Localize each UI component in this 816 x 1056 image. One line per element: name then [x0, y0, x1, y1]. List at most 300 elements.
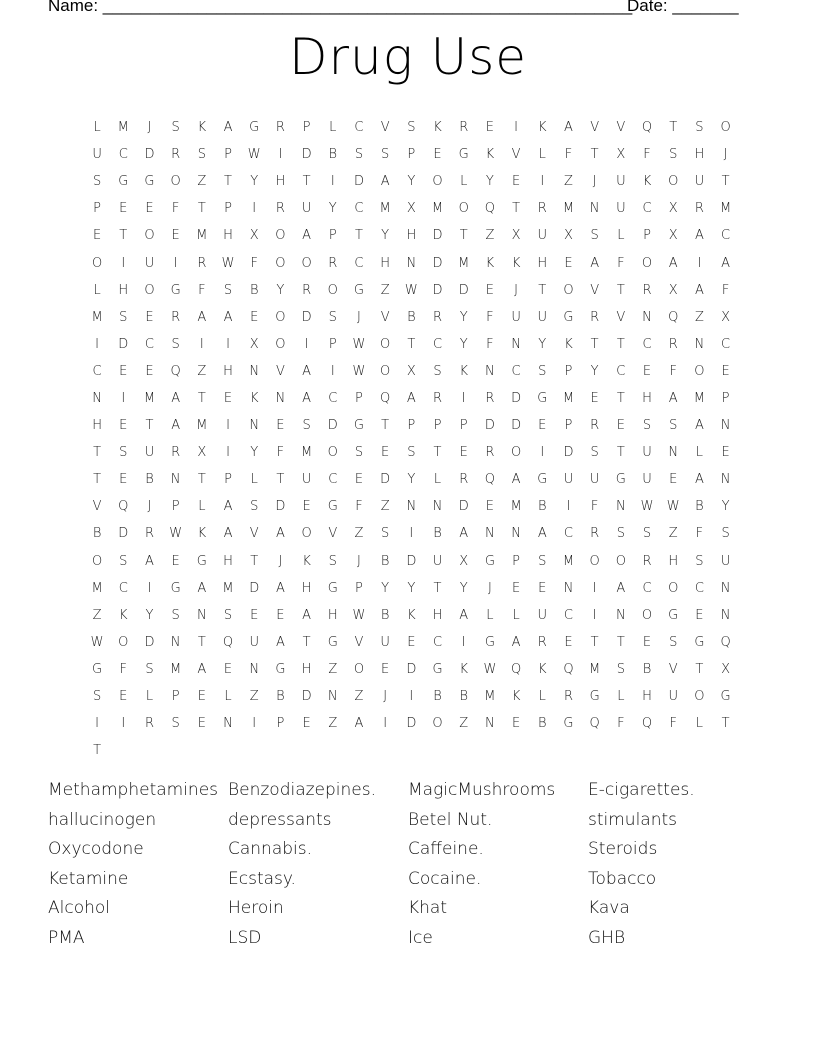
- grid-cell[interactable]: Y: [407, 472, 416, 488]
- grid-cell[interactable]: R: [328, 255, 338, 271]
- grid-cell[interactable]: F: [355, 499, 363, 515]
- grid-cell[interactable]: R: [433, 390, 443, 406]
- grid-cell[interactable]: S: [171, 120, 180, 136]
- grid-cell[interactable]: R: [302, 282, 312, 298]
- grid-cell[interactable]: C: [92, 363, 102, 379]
- grid-cell[interactable]: O: [510, 445, 522, 461]
- grid-cell[interactable]: U: [616, 174, 626, 190]
- grid-cell[interactable]: N: [589, 201, 600, 217]
- grid-cell[interactable]: T: [354, 228, 363, 244]
- grid-cell[interactable]: N: [511, 526, 521, 542]
- grid-cell[interactable]: E: [354, 472, 364, 488]
- grid-cell[interactable]: T: [381, 418, 390, 434]
- grid-cell[interactable]: G: [432, 661, 443, 677]
- grid-cell[interactable]: M: [562, 390, 575, 406]
- grid-cell[interactable]: M: [510, 499, 522, 515]
- grid-cell[interactable]: N: [511, 336, 521, 352]
- grid-cell[interactable]: D: [249, 580, 260, 596]
- grid-cell[interactable]: V: [380, 309, 390, 325]
- grid-cell[interactable]: B: [276, 689, 285, 705]
- grid-cell[interactable]: U: [537, 309, 548, 325]
- grid-cell[interactable]: D: [301, 689, 312, 705]
- grid-cell[interactable]: Y: [250, 174, 259, 190]
- grid-cell[interactable]: R: [590, 418, 600, 434]
- grid-cell[interactable]: F: [695, 526, 704, 542]
- grid-cell[interactable]: P: [512, 553, 521, 569]
- grid-cell[interactable]: H: [301, 580, 312, 596]
- grid-cell[interactable]: T: [93, 743, 102, 759]
- grid-cell[interactable]: W: [352, 363, 366, 379]
- grid-cell[interactable]: T: [616, 282, 625, 298]
- grid-cell[interactable]: M: [91, 309, 103, 325]
- grid-cell[interactable]: S: [669, 634, 678, 650]
- grid-cell[interactable]: Y: [590, 363, 599, 379]
- grid-cell[interactable]: P: [643, 228, 651, 244]
- grid-cell[interactable]: V: [275, 363, 285, 379]
- grid-cell[interactable]: U: [563, 472, 574, 488]
- grid-cell[interactable]: E: [197, 716, 206, 732]
- grid-cell[interactable]: Z: [380, 282, 390, 298]
- grid-cell[interactable]: T: [616, 634, 625, 650]
- grid-cell[interactable]: J: [514, 282, 519, 298]
- grid-cell[interactable]: Q: [720, 634, 731, 650]
- grid-cell[interactable]: Z: [197, 363, 207, 379]
- grid-cell[interactable]: O: [91, 553, 103, 569]
- grid-cell[interactable]: V: [590, 282, 600, 298]
- grid-cell[interactable]: G: [275, 661, 286, 677]
- grid-cell[interactable]: O: [144, 282, 155, 298]
- grid-cell[interactable]: C: [563, 607, 573, 623]
- grid-cell[interactable]: R: [171, 445, 181, 461]
- grid-cell[interactable]: S: [616, 526, 625, 542]
- grid-cell[interactable]: N: [406, 255, 417, 271]
- grid-cell[interactable]: R: [668, 336, 678, 352]
- grid-cell[interactable]: O: [327, 282, 338, 298]
- grid-cell[interactable]: U: [92, 147, 102, 163]
- grid-cell[interactable]: U: [694, 174, 705, 190]
- grid-cell[interactable]: O: [641, 607, 653, 623]
- grid-cell[interactable]: U: [616, 201, 626, 217]
- grid-cell[interactable]: O: [694, 689, 705, 705]
- grid-cell[interactable]: M: [562, 553, 575, 569]
- grid-cell[interactable]: D: [511, 418, 522, 434]
- grid-cell[interactable]: P: [721, 390, 730, 406]
- grid-cell[interactable]: F: [250, 255, 258, 271]
- grid-cell[interactable]: N: [563, 580, 574, 596]
- grid-cell[interactable]: T: [616, 336, 625, 352]
- grid-cell[interactable]: P: [224, 147, 232, 163]
- grid-cell[interactable]: Q: [170, 363, 181, 379]
- grid-cell[interactable]: N: [249, 363, 260, 379]
- grid-cell[interactable]: T: [197, 634, 206, 650]
- grid-cell[interactable]: X: [249, 228, 259, 244]
- grid-cell[interactable]: E: [485, 282, 495, 298]
- grid-cell[interactable]: E: [250, 607, 259, 623]
- grid-cell[interactable]: E: [511, 580, 521, 596]
- grid-cell[interactable]: D: [380, 472, 391, 488]
- grid-cell[interactable]: C: [354, 255, 364, 271]
- grid-cell[interactable]: C: [721, 228, 731, 244]
- grid-cell[interactable]: A: [694, 418, 704, 434]
- grid-cell[interactable]: E: [197, 689, 206, 705]
- grid-cell[interactable]: S: [328, 553, 337, 569]
- grid-cell[interactable]: A: [302, 607, 312, 623]
- grid-cell[interactable]: O: [668, 174, 679, 190]
- grid-cell[interactable]: G: [563, 716, 574, 732]
- grid-cell[interactable]: C: [432, 336, 443, 352]
- grid-cell[interactable]: I: [226, 445, 230, 461]
- grid-cell[interactable]: D: [432, 282, 443, 298]
- grid-cell[interactable]: F: [486, 309, 494, 325]
- grid-cell[interactable]: O: [301, 255, 312, 271]
- grid-cell[interactable]: T: [93, 472, 102, 488]
- grid-cell[interactable]: I: [304, 336, 309, 352]
- grid-cell[interactable]: L: [538, 689, 546, 705]
- grid-cell[interactable]: I: [461, 390, 466, 406]
- grid-cell[interactable]: S: [538, 553, 547, 569]
- grid-cell[interactable]: E: [276, 418, 285, 434]
- grid-cell[interactable]: B: [433, 526, 442, 542]
- grid-cell[interactable]: V: [354, 634, 364, 650]
- grid-cell[interactable]: I: [121, 390, 126, 406]
- grid-cell[interactable]: E: [721, 445, 730, 461]
- grid-cell[interactable]: W: [666, 499, 680, 515]
- grid-cell[interactable]: I: [592, 580, 597, 596]
- grid-cell[interactable]: Z: [668, 526, 678, 542]
- grid-cell[interactable]: H: [642, 390, 652, 406]
- grid-cell[interactable]: I: [95, 336, 100, 352]
- grid-cell[interactable]: A: [223, 526, 233, 542]
- grid-cell[interactable]: E: [145, 363, 154, 379]
- grid-cell[interactable]: R: [537, 201, 547, 217]
- grid-cell[interactable]: D: [406, 553, 417, 569]
- grid-cell[interactable]: L: [617, 228, 625, 244]
- grid-cell[interactable]: M: [589, 661, 601, 677]
- grid-cell[interactable]: L: [512, 607, 520, 623]
- grid-cell[interactable]: G: [668, 607, 679, 623]
- grid-cell[interactable]: G: [694, 634, 705, 650]
- grid-cell[interactable]: V: [511, 147, 521, 163]
- grid-cell[interactable]: W: [352, 607, 366, 623]
- grid-cell[interactable]: X: [197, 445, 207, 461]
- grid-cell[interactable]: I: [330, 174, 335, 190]
- grid-cell[interactable]: G: [196, 553, 207, 569]
- grid-cell[interactable]: T: [197, 390, 206, 406]
- grid-cell[interactable]: I: [252, 201, 257, 217]
- grid-cell[interactable]: D: [432, 255, 443, 271]
- grid-cell[interactable]: B: [407, 309, 416, 325]
- grid-cell[interactable]: S: [695, 553, 704, 569]
- grid-cell[interactable]: L: [695, 716, 704, 732]
- grid-cell[interactable]: L: [617, 689, 625, 705]
- grid-cell[interactable]: Q: [668, 309, 679, 325]
- grid-cell[interactable]: K: [119, 607, 128, 623]
- grid-cell[interactable]: G: [353, 418, 364, 434]
- grid-cell[interactable]: A: [354, 716, 364, 732]
- grid-cell[interactable]: U: [537, 607, 548, 623]
- grid-cell[interactable]: Z: [328, 716, 338, 732]
- grid-cell[interactable]: K: [197, 526, 207, 542]
- grid-cell[interactable]: J: [383, 689, 388, 705]
- grid-cell[interactable]: P: [171, 499, 180, 515]
- grid-cell[interactable]: Z: [249, 689, 259, 705]
- grid-cell[interactable]: D: [327, 418, 338, 434]
- grid-cell[interactable]: N: [249, 661, 260, 677]
- grid-cell[interactable]: S: [407, 120, 416, 136]
- grid-cell[interactable]: F: [276, 445, 285, 461]
- grid-cell[interactable]: M: [431, 201, 444, 217]
- grid-cell[interactable]: I: [252, 716, 257, 732]
- grid-cell[interactable]: S: [669, 147, 678, 163]
- grid-cell[interactable]: A: [145, 553, 154, 569]
- grid-cell[interactable]: X: [564, 228, 573, 244]
- grid-cell[interactable]: L: [224, 689, 232, 705]
- grid-cell[interactable]: M: [484, 689, 496, 705]
- grid-cell[interactable]: N: [720, 418, 731, 434]
- grid-cell[interactable]: N: [720, 472, 731, 488]
- grid-cell[interactable]: U: [720, 553, 731, 569]
- grid-cell[interactable]: A: [459, 607, 469, 623]
- grid-cell[interactable]: L: [486, 607, 494, 623]
- grid-cell[interactable]: V: [249, 526, 259, 542]
- grid-cell[interactable]: E: [538, 418, 547, 434]
- grid-cell[interactable]: W: [352, 336, 366, 352]
- grid-cell[interactable]: E: [485, 499, 495, 515]
- grid-cell[interactable]: Y: [381, 228, 390, 244]
- grid-cell[interactable]: G: [353, 282, 364, 298]
- grid-cell[interactable]: T: [590, 634, 599, 650]
- grid-cell[interactable]: S: [302, 418, 311, 434]
- grid-cell[interactable]: A: [668, 390, 678, 406]
- grid-cell[interactable]: S: [171, 716, 180, 732]
- grid-cell[interactable]: I: [409, 526, 414, 542]
- grid-cell[interactable]: J: [592, 174, 597, 190]
- grid-cell[interactable]: H: [118, 282, 129, 298]
- grid-cell[interactable]: T: [616, 390, 625, 406]
- grid-cell[interactable]: P: [459, 418, 468, 434]
- grid-cell[interactable]: K: [564, 336, 573, 352]
- grid-cell[interactable]: D: [563, 445, 574, 461]
- grid-cell[interactable]: G: [537, 472, 548, 488]
- grid-cell[interactable]: T: [590, 336, 599, 352]
- grid-cell[interactable]: S: [381, 526, 390, 542]
- grid-cell[interactable]: L: [145, 689, 154, 705]
- grid-cell[interactable]: V: [668, 661, 678, 677]
- grid-cell[interactable]: H: [275, 174, 286, 190]
- grid-cell[interactable]: I: [461, 634, 466, 650]
- grid-cell[interactable]: Y: [459, 580, 468, 596]
- grid-cell[interactable]: E: [302, 499, 311, 515]
- grid-cell[interactable]: T: [538, 282, 547, 298]
- grid-cell[interactable]: S: [119, 445, 128, 461]
- grid-cell[interactable]: T: [302, 634, 311, 650]
- grid-cell[interactable]: T: [302, 174, 311, 190]
- grid-cell[interactable]: R: [642, 553, 652, 569]
- grid-cell[interactable]: G: [615, 472, 626, 488]
- grid-cell[interactable]: P: [407, 147, 416, 163]
- grid-cell[interactable]: T: [669, 120, 678, 136]
- grid-cell[interactable]: Z: [92, 607, 102, 623]
- grid-cell[interactable]: G: [484, 634, 495, 650]
- grid-cell[interactable]: N: [720, 580, 731, 596]
- grid-cell[interactable]: B: [538, 499, 547, 515]
- grid-cell[interactable]: X: [668, 282, 678, 298]
- grid-cell[interactable]: E: [459, 445, 468, 461]
- grid-cell[interactable]: I: [173, 255, 178, 271]
- grid-cell[interactable]: N: [694, 336, 705, 352]
- grid-cell[interactable]: P: [564, 363, 573, 379]
- grid-cell[interactable]: D: [511, 390, 522, 406]
- grid-cell[interactable]: I: [540, 445, 545, 461]
- grid-cell[interactable]: S: [92, 174, 102, 190]
- grid-cell[interactable]: W: [640, 499, 654, 515]
- grid-cell[interactable]: O: [432, 174, 443, 190]
- grid-cell[interactable]: D: [353, 174, 364, 190]
- grid-cell[interactable]: K: [485, 255, 495, 271]
- grid-cell[interactable]: R: [590, 309, 600, 325]
- grid-cell[interactable]: O: [91, 255, 103, 271]
- grid-cell[interactable]: I: [121, 716, 126, 732]
- grid-cell[interactable]: W: [483, 661, 497, 677]
- grid-cell[interactable]: U: [301, 201, 312, 217]
- grid-cell[interactable]: A: [511, 472, 521, 488]
- grid-cell[interactable]: N: [196, 607, 207, 623]
- grid-cell[interactable]: R: [590, 526, 600, 542]
- grid-cell[interactable]: T: [721, 174, 730, 190]
- grid-cell[interactable]: Y: [459, 309, 468, 325]
- grid-cell[interactable]: Z: [459, 716, 469, 732]
- grid-cell[interactable]: J: [278, 553, 283, 569]
- grid-cell[interactable]: A: [511, 634, 521, 650]
- grid-cell[interactable]: O: [275, 228, 286, 244]
- grid-cell[interactable]: U: [668, 689, 678, 705]
- grid-cell[interactable]: V: [92, 499, 102, 515]
- grid-cell[interactable]: G: [537, 390, 548, 406]
- grid-cell[interactable]: A: [616, 580, 626, 596]
- grid-cell[interactable]: M: [196, 418, 208, 434]
- grid-cell[interactable]: C: [328, 390, 338, 406]
- grid-cell[interactable]: E: [145, 309, 154, 325]
- grid-cell[interactable]: P: [171, 689, 180, 705]
- grid-cell[interactable]: O: [458, 201, 469, 217]
- grid-cell[interactable]: I: [330, 363, 335, 379]
- grid-cell[interactable]: A: [406, 390, 416, 406]
- grid-cell[interactable]: A: [302, 363, 312, 379]
- grid-cell[interactable]: I: [226, 418, 230, 434]
- grid-cell[interactable]: P: [276, 716, 285, 732]
- grid-cell[interactable]: A: [171, 418, 181, 434]
- grid-cell[interactable]: E: [381, 661, 390, 677]
- grid-cell[interactable]: N: [615, 607, 626, 623]
- grid-cell[interactable]: E: [171, 553, 180, 569]
- grid-cell[interactable]: F: [721, 282, 730, 298]
- grid-cell[interactable]: N: [327, 689, 338, 705]
- grid-cell[interactable]: N: [485, 526, 495, 542]
- grid-cell[interactable]: Y: [721, 499, 730, 515]
- grid-cell[interactable]: U: [537, 228, 548, 244]
- grid-cell[interactable]: Z: [328, 661, 338, 677]
- grid-cell[interactable]: G: [458, 147, 469, 163]
- grid-cell[interactable]: S: [223, 282, 233, 298]
- grid-cell[interactable]: C: [144, 336, 154, 352]
- grid-cell[interactable]: C: [328, 472, 338, 488]
- grid-cell[interactable]: I: [121, 255, 126, 271]
- grid-cell[interactable]: Y: [250, 445, 259, 461]
- grid-cell[interactable]: D: [458, 499, 469, 515]
- grid-cell[interactable]: E: [119, 201, 128, 217]
- grid-cell[interactable]: E: [721, 363, 730, 379]
- grid-cell[interactable]: H: [223, 553, 233, 569]
- grid-cell[interactable]: D: [484, 418, 495, 434]
- grid-cell[interactable]: X: [721, 661, 731, 677]
- grid-cell[interactable]: N: [432, 499, 443, 515]
- grid-cell[interactable]: M: [196, 228, 208, 244]
- grid-cell[interactable]: K: [485, 147, 495, 163]
- grid-cell[interactable]: A: [694, 228, 704, 244]
- grid-cell[interactable]: G: [563, 309, 574, 325]
- grid-cell[interactable]: Y: [459, 336, 468, 352]
- grid-cell[interactable]: O: [668, 580, 679, 596]
- grid-cell[interactable]: H: [327, 607, 338, 623]
- grid-cell[interactable]: G: [327, 634, 338, 650]
- grid-cell[interactable]: G: [170, 580, 181, 596]
- grid-cell[interactable]: S: [223, 607, 233, 623]
- grid-cell[interactable]: X: [249, 336, 259, 352]
- grid-cell[interactable]: L: [695, 445, 704, 461]
- grid-cell[interactable]: Q: [484, 472, 496, 488]
- grid-cell[interactable]: A: [380, 174, 390, 190]
- grid-cell[interactable]: V: [328, 526, 338, 542]
- grid-cell[interactable]: Q: [563, 661, 574, 677]
- date-field-label[interactable]: Date: _______: [627, 0, 739, 15]
- grid-cell[interactable]: E: [695, 607, 704, 623]
- grid-cell[interactable]: N: [406, 499, 417, 515]
- grid-cell[interactable]: P: [224, 472, 232, 488]
- grid-cell[interactable]: O: [353, 661, 365, 677]
- grid-cell[interactable]: Q: [589, 716, 600, 732]
- grid-cell[interactable]: B: [695, 499, 704, 515]
- grid-cell[interactable]: R: [694, 201, 704, 217]
- grid-cell[interactable]: G: [589, 689, 600, 705]
- grid-cell[interactable]: C: [642, 336, 652, 352]
- grid-cell[interactable]: S: [92, 689, 102, 705]
- grid-cell[interactable]: F: [617, 716, 625, 732]
- grid-cell[interactable]: M: [91, 580, 103, 596]
- grid-cell[interactable]: C: [354, 120, 364, 136]
- grid-cell[interactable]: E: [511, 174, 521, 190]
- grid-cell[interactable]: L: [329, 120, 337, 136]
- grid-cell[interactable]: T: [197, 201, 206, 217]
- grid-cell[interactable]: E: [92, 228, 102, 244]
- grid-cell[interactable]: X: [668, 201, 678, 217]
- grid-cell[interactable]: O: [694, 363, 705, 379]
- grid-cell[interactable]: S: [433, 363, 442, 379]
- grid-cell[interactable]: K: [302, 553, 311, 569]
- grid-cell[interactable]: E: [669, 472, 678, 488]
- grid-cell[interactable]: T: [721, 716, 730, 732]
- grid-cell[interactable]: G: [249, 120, 260, 136]
- grid-cell[interactable]: E: [223, 390, 233, 406]
- grid-cell[interactable]: M: [379, 201, 391, 217]
- grid-cell[interactable]: R: [275, 201, 285, 217]
- grid-cell[interactable]: F: [617, 255, 625, 271]
- grid-cell[interactable]: B: [459, 689, 468, 705]
- grid-cell[interactable]: Y: [407, 580, 416, 596]
- grid-cell[interactable]: A: [564, 120, 573, 136]
- grid-cell[interactable]: U: [380, 634, 390, 650]
- grid-cell[interactable]: L: [250, 472, 258, 488]
- grid-cell[interactable]: O: [118, 634, 129, 650]
